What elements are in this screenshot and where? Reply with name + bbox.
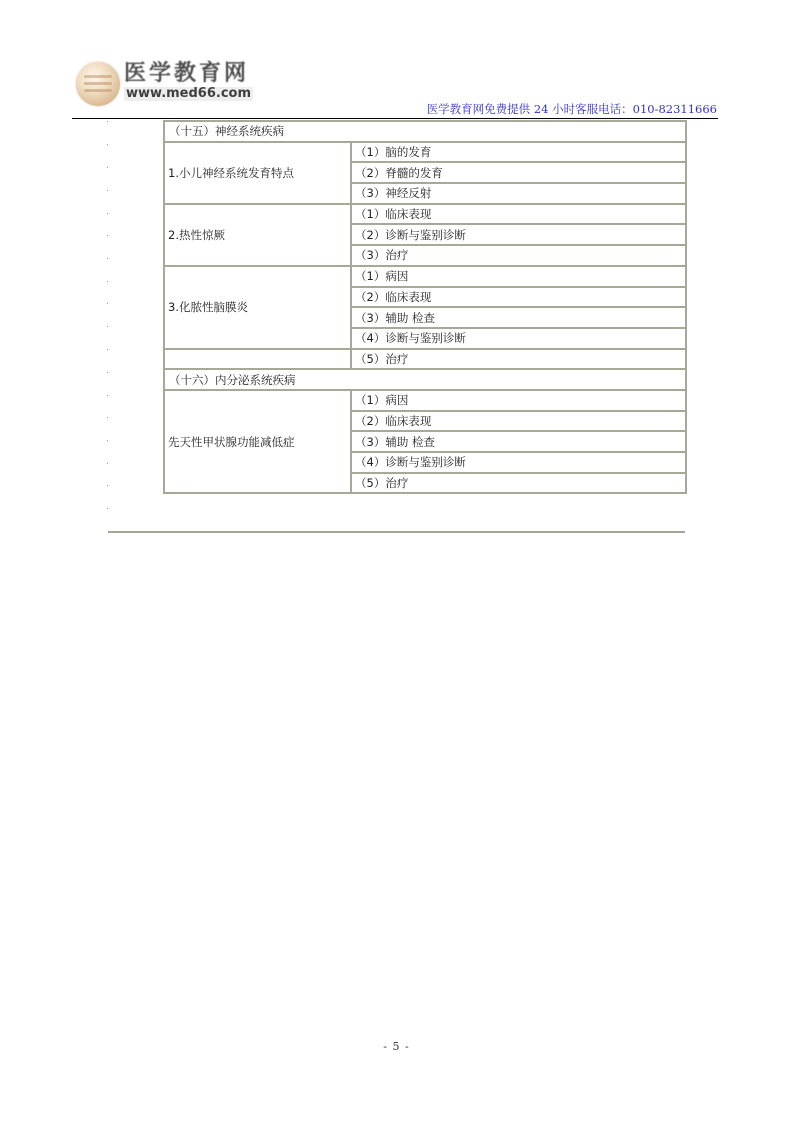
table-row — [164, 266, 686, 287]
topic-name: 先天性甲状腺功能减低症 — [164, 390, 351, 493]
medical-logo-circle-icon — [76, 62, 120, 106]
topic-name: 3.化脓性脑膜炎 — [164, 266, 351, 349]
topic-name: 2.热性惊厥 — [164, 204, 351, 266]
header-divider — [72, 118, 718, 119]
logo-url: www.med66.com — [126, 86, 252, 101]
table-row — [164, 142, 686, 163]
subtopic-item: （2）临床表现 — [351, 287, 686, 308]
table-row — [164, 204, 686, 225]
header-contact-note: 医学教育网免费提供 24 小时客服电话：010-82311666 — [426, 102, 717, 116]
table-row — [164, 390, 686, 411]
subtopic-item: （3）辅助 检查 — [351, 431, 686, 452]
section-header-row — [164, 121, 686, 142]
subtopic-item: （3）治疗 — [351, 245, 686, 266]
logo-title: 医学教育网 — [124, 61, 250, 86]
subtopic-item: （1）病因 — [351, 390, 686, 411]
subtopic-item: （2）诊断与鉴别诊断 — [351, 224, 686, 245]
margin-dot-markers — [107, 121, 111, 541]
syllabus-outline-table — [163, 120, 687, 494]
subtopic-item: （4）诊断与鉴别诊断 — [351, 452, 686, 473]
subtopic-item: （1）临床表现 — [351, 204, 686, 225]
section-title: （十五）神经系统疾病 — [164, 121, 686, 142]
table-row — [164, 349, 686, 370]
subtopic-item: （1）脑的发育 — [351, 142, 686, 163]
table-bottom-rule — [108, 531, 685, 533]
section-title: （十六）内分泌系统疾病 — [164, 369, 686, 390]
topic-name: 1.小儿神经系统发育特点 — [164, 142, 351, 204]
subtopic-item: （5）治疗 — [351, 349, 686, 370]
subtopic-item: （2）临床表现 — [351, 411, 686, 432]
section-header-row — [164, 369, 686, 390]
subtopic-item: （3）神经反射 — [351, 183, 686, 204]
subtopic-item: （1）病因 — [351, 266, 686, 287]
site-logo — [76, 60, 256, 110]
subtopic-item: （3）辅助 检查 — [351, 307, 686, 328]
subtopic-item: （4）诊断与鉴别诊断 — [351, 328, 686, 349]
subtopic-item: （5）治疗 — [351, 473, 686, 494]
subtopic-item: （2）脊髓的发育 — [351, 162, 686, 183]
page-number: - 5 - — [383, 1040, 410, 1053]
topic-name-empty — [164, 349, 351, 370]
